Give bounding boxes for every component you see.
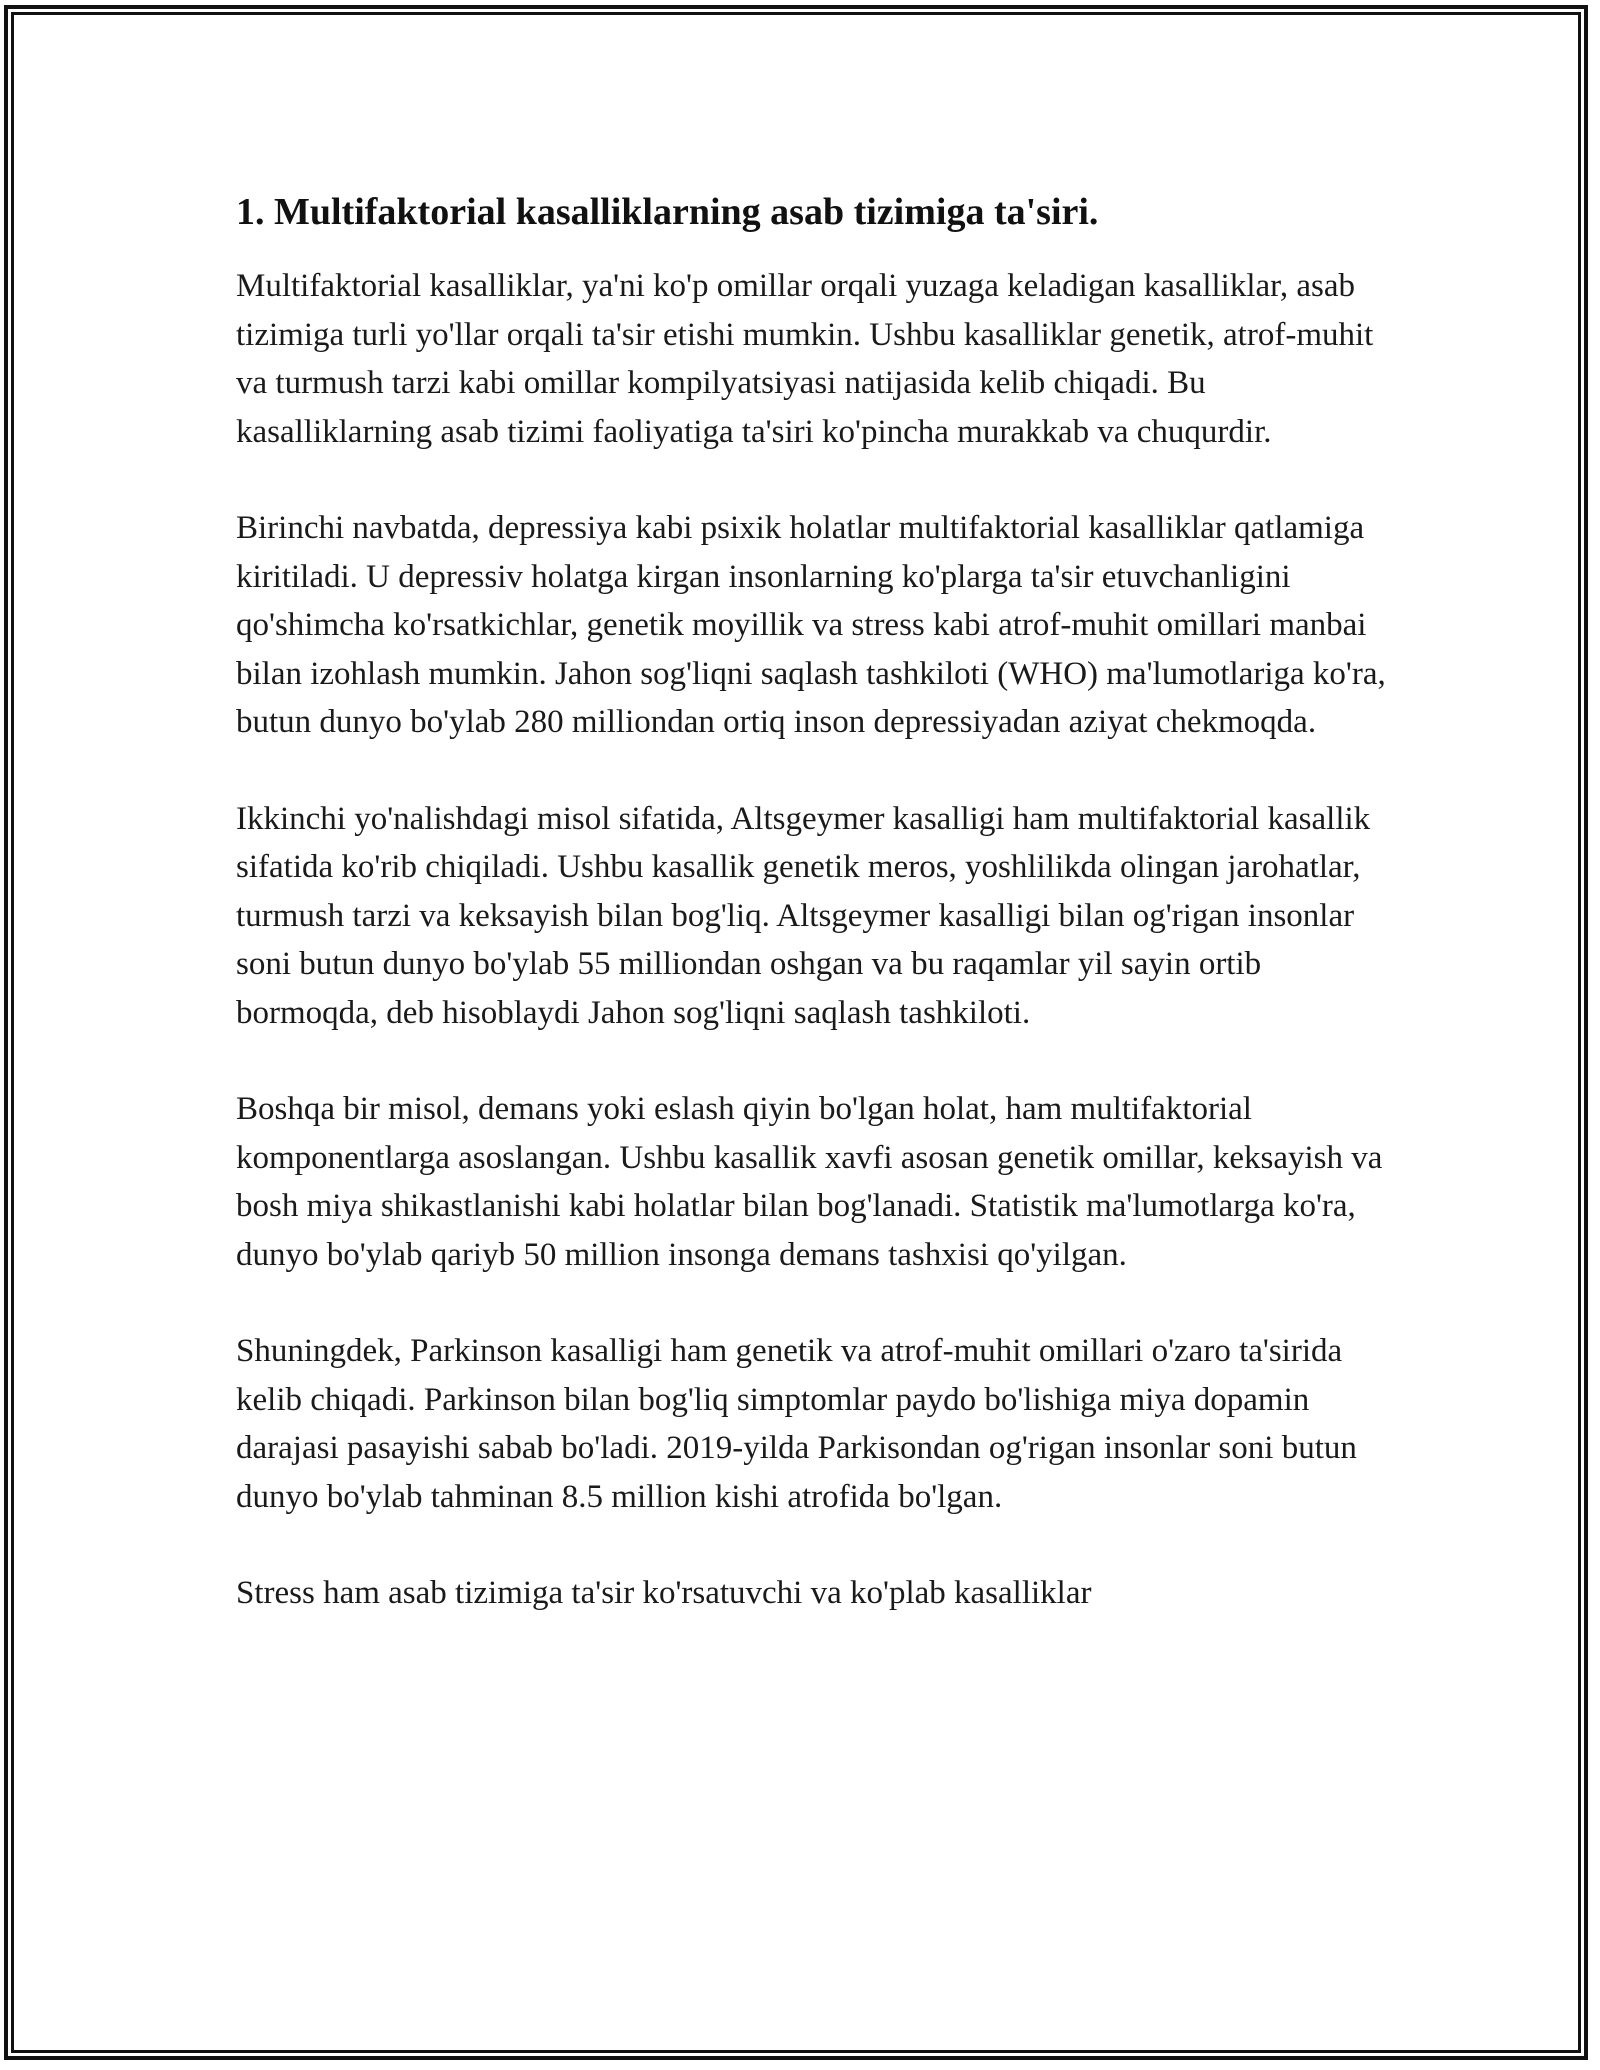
section-heading: 1. Multifaktorial kasalliklarning asab tizimiga ta'siri. (236, 191, 1099, 233)
paragraph-stress: Stress ham asab tizimiga ta'sir ko'rsatuvchi va ko'plab kasalliklar (236, 1575, 1092, 1611)
paragraph-intro: Multifaktorial kasalliklar, ya'ni ko'p omillar orqali yuzaga keladigan kasalliklar, asab tizimiga turli yo'llar orqali ta'sir etishi mumkin. Ushbu kasalliklar genetik, atrof-muhit va turmush tarzi kabi omillar kompilyatsiyasi natijasida kelib chiqadi. Bu kasalliklarning asab tizimi faoliyatiga ta'siri ko'pincha murakkab va chuqurdir. (236, 268, 1374, 450)
paragraph-dementia: Boshqa bir misol, demans yoki eslash qiyin bo'lgan holat, ham multifaktorial komponentlarga asoslangan. Ushbu kasallik xavfi asosan genetik omillar, keksayish va bosh miya shikastlanishi kabi holatlar bilan bog'lanadi. Statistik ma'lumotlarga ko'ra, dunyo bo'ylab qariyb 50 million insonga demans tashxisi qo'yilgan. (236, 1091, 1383, 1273)
document-body (236, 188, 1386, 1618)
paragraph-alzheimer: Ikkinchi yo'nalishdagi misol sifatida, Altsgeymer kasalligi ham multifaktorial kasallik sifatida ko'rib chiqiladi. Ushbu kasallik genetik meros, yoshlilikda olingan jarohatlar, turmush tarzi va keksayish bilan bog'liq. Altsgeymer kasalligi bilan og'rigan insonlar soni butun dunyo bo'ylab 55 milliondan oshgan va bu raqamlar yil sayin ortib bormoqda, deb hisoblaydi Jahon sog'liqni saqlash tashkiloti. (236, 800, 1371, 1031)
paragraph-depression: Birinchi navbatda, depressiya kabi psixik holatlar multifaktorial kasalliklar qatlamiga kiritiladi. U depressiv holatga kirgan insonlarning ko'plarga ta'sir etuvchanligini qo'shimcha ko'rsatkichlar, genetik moyillik va stress kabi atrof-muhit omillari manbai bilan izohlash mumkin. Jahon sog'liqni saqlash tashkiloti (WHO) ma'lumotlariga ko'ra, butun dunyo bo'ylab 280 milliondan ortiq inson depressiyadan aziyat chekmoqda. (236, 510, 1386, 740)
paragraph-parkinson: Shuningdek, Parkinson kasalligi ham genetik va atrof-muhit omillari o'zaro ta'sirida kelib chiqadi. Parkinson bilan bog'liq simptomlar paydo bo'lishiga miya dopamin darajasi pasayishi sabab bo'ladi. 2019-yilda Parkisondan og'rigan insonlar soni butun dunyo bo'ylab tahminan 8.5 million kishi atrofida bo'lgan. (236, 1333, 1357, 1515)
